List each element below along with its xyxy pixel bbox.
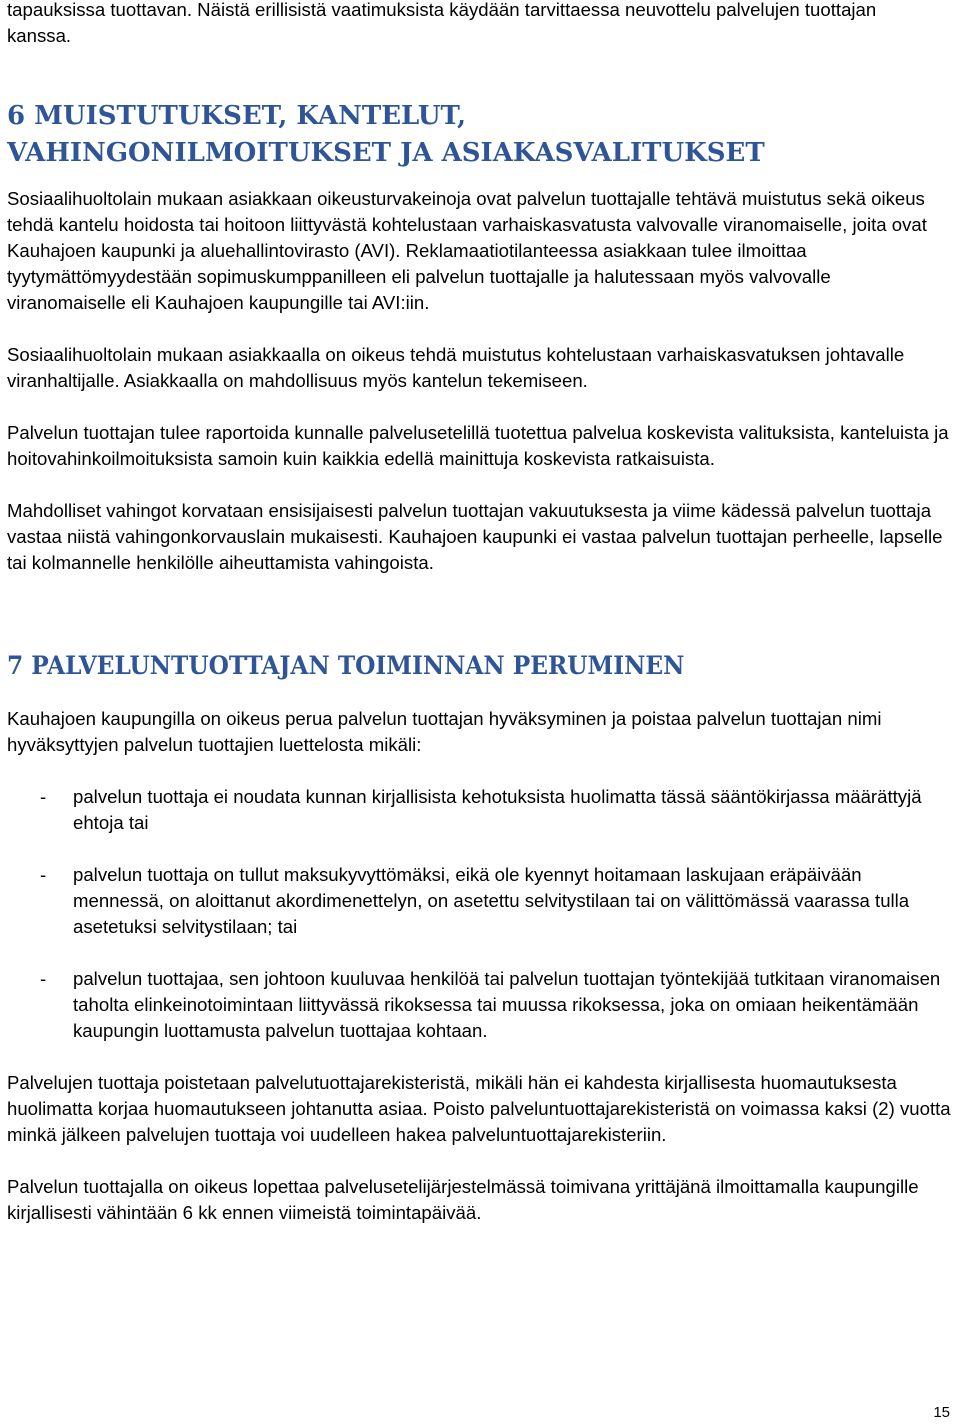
- section-6-paragraph-2: Sosiaalihuoltolain mukaan asiakkaalla on oikeus tehdä muistutus kohtelustaan varhaiskasvatuksen johtavalle viranhaltijalle. Asiakkaalla on mahdollisuus myös kantelun tekemiseen.: [7, 344, 905, 391]
- section-6-paragraph-3: Palvelun tuottajan tulee raportoida kunnalle palvelusetelillä tuotettua palvelua koskevista valituksista, kanteluista ja hoitovahinkoilmoituksista samoin kuin kaikkia edellä mainittuja koskevista ratkaisuista.: [7, 422, 949, 469]
- list-item: [7, 966, 952, 1044]
- list-item: [7, 862, 952, 940]
- list-item: [7, 784, 952, 836]
- section-6-heading: 6 MUISTUTUKSET, KANTELUT, VAHINGONILMOITUKSET JA ASIAKASVALITUKSET: [7, 101, 765, 168]
- list-item-text: palvelun tuottajaa, sen johtoon kuuluvaa henkilöä tai palvelun tuottajan työntekijää tutkitaan viranomaisen taholta elinkeinotoimintaan liittyvässä rikoksessa tai muussa rikoksessa, joka on omiaan heikentämään kaupungin luottamusta palvelun tuottajaa kohtaan.: [73, 968, 941, 1041]
- page-number: 15: [933, 1404, 950, 1421]
- section-7-heading: 7 PALVELUNTUOTTAJAN TOIMINNAN PERUMINEN: [7, 651, 685, 680]
- bullet-dash: -: [40, 864, 47, 885]
- document-page: [7, 0, 952, 1226]
- section-6-paragraph-1: Sosiaalihuoltolain mukaan asiakkaan oikeusturvakeinoja ovat palvelun tuottajalle tehtävä muistutus sekä oikeus tehdä kantelu hoidosta tai hoitoon liittyvästä kohtelustaan varhaiskasvatusta valvovalle viranomaiselle, joita ovat Kauhajoen kaupunki ja aluehallintovirasto (AVI). Reklamaatiotilanteessa asiakkaan tulee ilmoittaa tyytymättömyydestään sopimuskumppanilleen eli palvelun tuottajalle ja halutessaan myös valvovalle viranomaiselle eli Kauhajoen kaupungille tai AVI:iin.: [7, 188, 927, 313]
- list-item-text: palvelun tuottaja on tullut maksukyvyttömäksi, eikä ole kyennyt hoitamaan laskujaan eräpäivään mennessä, on aloittanut akordimenettelyn, on asetettu selvitystilaan tai on välittömässä vaarassa tulla asetetuksi selvitystilaan; tai: [73, 864, 910, 937]
- bullet-dash: -: [40, 968, 47, 989]
- section-6-paragraph-4: Mahdolliset vahingot korvataan ensisijaisesti palvelun tuottajan vakuutuksesta ja viime kädessä palvelun tuottaja vastaa niistä vahingonkorvauslain mukaisesti. Kauhajoen kaupunki ei vastaa palvelun tuottajan perheelle, lapselle tai kolmannelle henkilölle aiheuttamista vahingoista.: [7, 500, 943, 573]
- section-7-paragraph-2: Palvelun tuottajalla on oikeus lopettaa palvelusetelijärjestelmässä toimivana yrittäjänä ilmoittamalla kaupungille kirjallisesti vähintään 6 kk ennen viimeistä toimintapäivää.: [7, 1176, 919, 1223]
- section-7-lead: Kauhajoen kaupungilla on oikeus perua palvelun tuottajan hyväksyminen ja poistaa palvelun tuottajan nimi hyväksyttyjen palvelun tuottajien luettelosta mikäli:: [7, 708, 882, 755]
- list-item-text: palvelun tuottaja ei noudata kunnan kirjallisista kehotuksista huolimatta tässä sääntökirjassa määrättyjä ehtoja tai: [73, 786, 922, 833]
- intro-paragraph: tapauksissa tuottavan. Näistä erillisistä vaatimuksista käydään tarvittaessa neuvottelu palvelujen tuottajan kanssa.: [7, 0, 877, 46]
- section-7-paragraph-1: Palvelujen tuottaja poistetaan palvelutuottajarekisteristä, mikäli hän ei kahdesta kirjallisesta huomautuksesta huolimatta korjaa huomautukseen johtanutta asiaa. Poisto palveluntuottajarekisteristä on voimassa kaksi (2) vuotta minkä jälkeen palvelujen tuottaja voi uudelleen hakea palveluntuottajarekisteriin.: [7, 1072, 951, 1145]
- bullet-dash: -: [40, 786, 47, 807]
